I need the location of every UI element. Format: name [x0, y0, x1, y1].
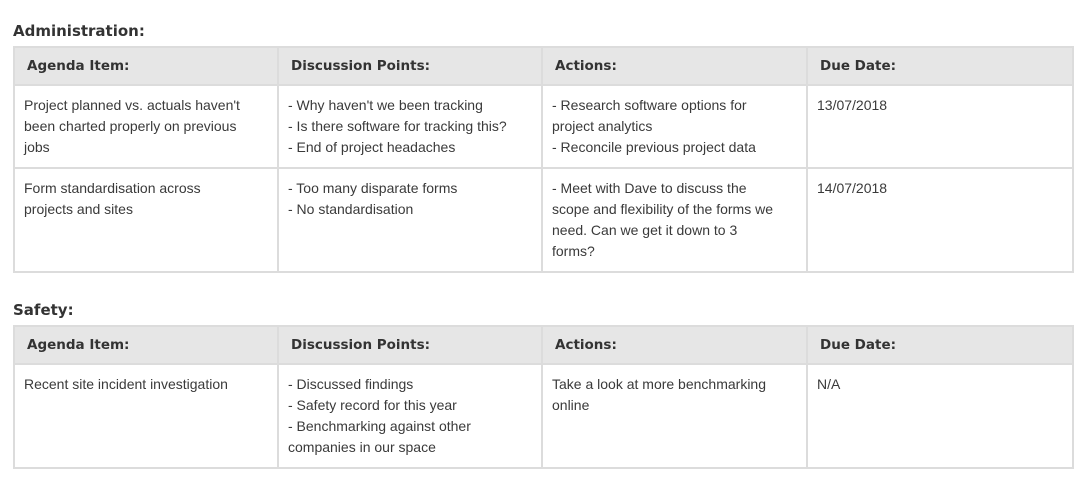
- agenda-item-cell: [14, 168, 278, 272]
- cell-line: - Reconcile previous project data: [552, 139, 756, 155]
- table-header-row: [14, 47, 1073, 85]
- cell-line: Project planned vs. actuals haven't: [24, 97, 240, 113]
- header-discussion-points: Discussion Points:: [278, 326, 542, 364]
- header-due-date: Due Date:: [807, 326, 1073, 364]
- actions-cell: [542, 364, 807, 468]
- section-title-safety: Safety:: [13, 301, 74, 319]
- cell-line: projects and sites: [24, 201, 133, 217]
- cell-line: - Too many disparate forms: [288, 180, 458, 196]
- meeting-minutes-page: [13, 20, 1072, 455]
- administration-table: [13, 46, 1074, 273]
- cell-line: - Why haven't we been tracking: [288, 97, 483, 113]
- actions-cell: [542, 168, 807, 272]
- cell-line: need. Can we get it down to 3: [552, 222, 738, 238]
- header-agenda-item: Agenda Item:: [14, 47, 278, 85]
- cell-line: Take a look at more benchmarking: [552, 376, 766, 392]
- cell-line: - Research software options for: [552, 97, 747, 113]
- cell-line: - End of project headaches: [288, 139, 456, 155]
- header-actions: Actions:: [542, 326, 807, 364]
- section-title-administration: Administration:: [13, 22, 145, 40]
- cell-line: N/A: [817, 376, 841, 392]
- table-header-row: [14, 326, 1073, 364]
- header-actions: Actions:: [542, 47, 807, 85]
- cell-line: scope and flexibility of the forms we: [552, 201, 773, 217]
- header-discussion-points: Discussion Points:: [278, 47, 542, 85]
- header-due-date: Due Date:: [807, 47, 1073, 85]
- cell-line: - Benchmarking against other: [288, 418, 471, 434]
- safety-section: [13, 300, 1074, 469]
- table-row: [14, 168, 1073, 272]
- cell-line: forms?: [552, 243, 595, 259]
- cell-line: been charted properly on previous: [24, 118, 237, 134]
- due-date-cell: [807, 364, 1073, 468]
- cell-line: - Discussed findings: [288, 376, 414, 392]
- cell-line: companies in our space: [288, 439, 436, 455]
- cell-line: project analytics: [552, 118, 653, 134]
- due-date-cell: [807, 168, 1073, 272]
- cell-line: 14/07/2018: [817, 180, 888, 196]
- table-row: [14, 85, 1073, 168]
- cell-line: - Meet with Dave to discuss the: [552, 180, 747, 196]
- cell-line: jobs: [24, 139, 50, 155]
- cell-line: 13/07/2018: [817, 97, 888, 113]
- cell-line: Recent site incident investigation: [24, 376, 228, 392]
- agenda-item-cell: [14, 364, 278, 468]
- discussion-points-cell: [278, 364, 542, 468]
- header-agenda-item: Agenda Item:: [14, 326, 278, 364]
- cell-line: Form standardisation across: [24, 180, 201, 196]
- safety-table: [13, 325, 1074, 469]
- administration-section: [13, 21, 1072, 273]
- actions-cell: [542, 85, 807, 168]
- table-row: [14, 364, 1073, 468]
- agenda-item-cell: [14, 85, 278, 168]
- cell-line: - Is there software for tracking this?: [288, 118, 507, 134]
- cell-line: - Safety record for this year: [288, 397, 457, 413]
- due-date-cell: [807, 85, 1073, 168]
- discussion-points-cell: [278, 168, 542, 272]
- cell-line: online: [552, 397, 590, 413]
- discussion-points-cell: [278, 85, 542, 168]
- cell-line: - No standardisation: [288, 201, 414, 217]
